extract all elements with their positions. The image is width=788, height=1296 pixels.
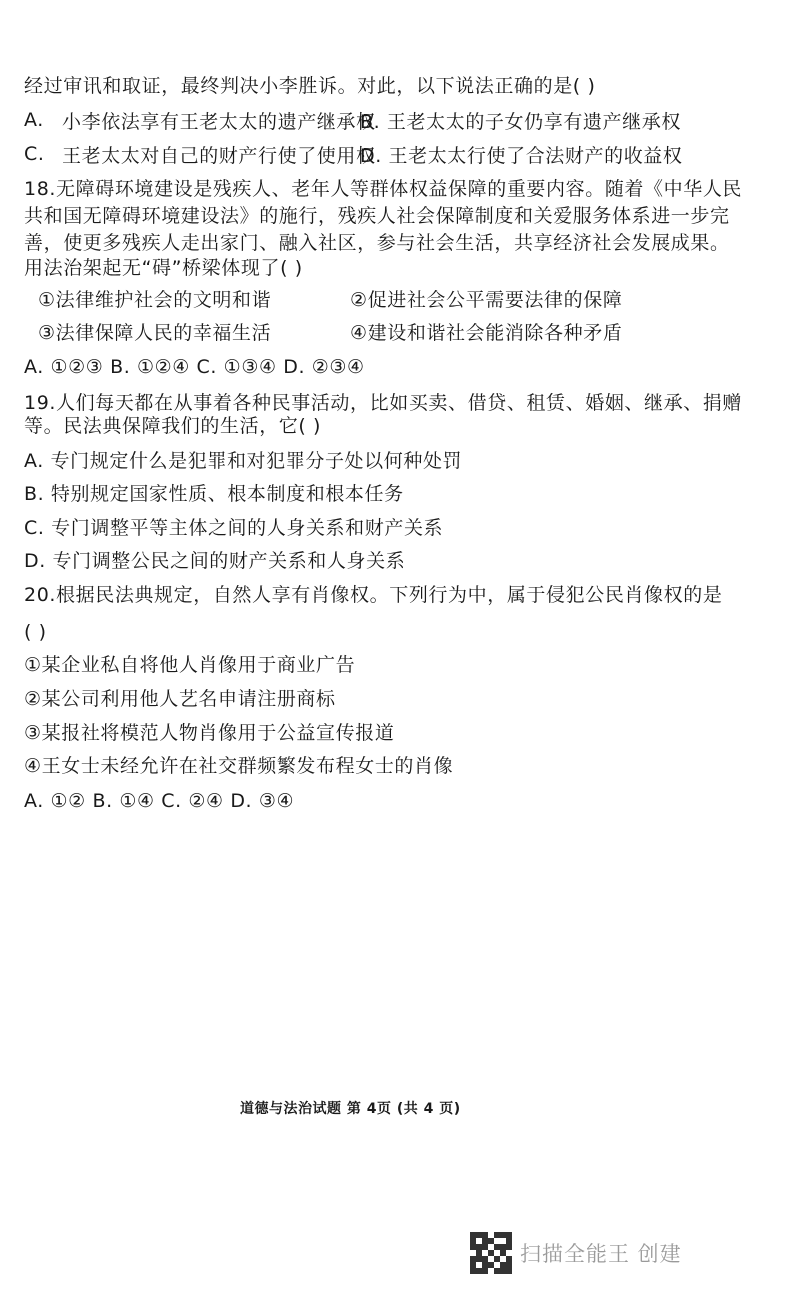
q20-stem-line2: ( ) [24, 621, 47, 643]
q18-stem-line1: 18.无障碍环境建设是残疾人、老年人等群体权益保障的重要内容。随着《中华人民 [24, 178, 743, 200]
watermark-text: 扫描全能王 创建 [520, 1242, 682, 1266]
q18-options: A. ①②③ B. ①②④ C. ①③④ D. ②③④ [24, 356, 365, 378]
q19-stem-line1: 19.人们每天都在从事着各种民事活动，比如买卖、借贷、租赁、婚姻、继承、捐赠 [24, 392, 743, 414]
q20-options: A. ①② B. ①④ C. ②④ D. ③④ [24, 790, 295, 812]
q20-statement-2: ②某公司利用他人艺名申请注册商标 [24, 688, 336, 710]
q20-stem-line1: 20.根据民法典规定，自然人享有肖像权。下列行为中，属于侵犯公民肖像权的是 [24, 584, 723, 606]
q18-statement-2: ②促进社会公平需要法律的保障 [350, 289, 623, 311]
q18-stem-line2: 共和国无障碍环境建设法》的施行，残疾人社会保障制度和关爱服务体系进一步完 [24, 205, 730, 227]
q18-statement-4: ④建设和谐社会能消除各种矛盾 [350, 322, 623, 344]
q18-stem-line4: 用法治架起无“碍”桥梁体现了( ) [24, 257, 303, 279]
q19-option-c: C. 专门调整平等主体之间的人身关系和财产关系 [24, 517, 444, 539]
q19-option-d: D. 专门调整公民之间的财产关系和人身关系 [24, 550, 406, 572]
q17-stem-tail: 经过审讯和取证，最终判决小李胜诉。对此，以下说法正确的是( ) [24, 75, 596, 97]
q17-option-b: B. 王老太太的子女仍享有遗产继承权 [360, 111, 681, 133]
q20-statement-3: ③某报社将模范人物肖像用于公益宣传报道 [24, 722, 395, 744]
q17-option-c-letter: C. [24, 143, 45, 165]
q17-option-c: 王老太太对自己的财产行使了使用权 [62, 145, 376, 167]
q18-statement-3: ③法律保障人民的幸福生活 [38, 322, 272, 344]
q17-option-d: D. 王老太太行使了合法财产的收益权 [360, 145, 683, 167]
q17-option-a-letter: A. [24, 109, 44, 131]
q18-stem-line3: 善，使更多残疾人走出家门、融入社区，参与社会生活，共享经济社会发展成果。 [24, 232, 730, 254]
q20-statement-4: ④王女士未经允许在社交群频繁发布程女士的肖像 [24, 755, 454, 777]
q17-option-a: 小李依法享有王老太太的遗产继承权 [62, 111, 376, 133]
q19-option-a: A. 专门规定什么是犯罪和对犯罪分子处以何种处罚 [24, 450, 463, 472]
page-footer: 道德与法治试题 第 4页 (共 4 页) [240, 1101, 461, 1117]
q20-statement-1: ①某企业私自将他人肖像用于商业广告 [24, 654, 356, 676]
q18-statement-1: ①法律维护社会的文明和谐 [38, 289, 272, 311]
q19-stem-line2: 等。民法典保障我们的生活，它( ) [24, 415, 322, 437]
q19-option-b: B. 特别规定国家性质、根本制度和根本任务 [24, 483, 404, 505]
scanner-watermark [470, 1232, 682, 1274]
qr-code-icon [470, 1232, 512, 1274]
